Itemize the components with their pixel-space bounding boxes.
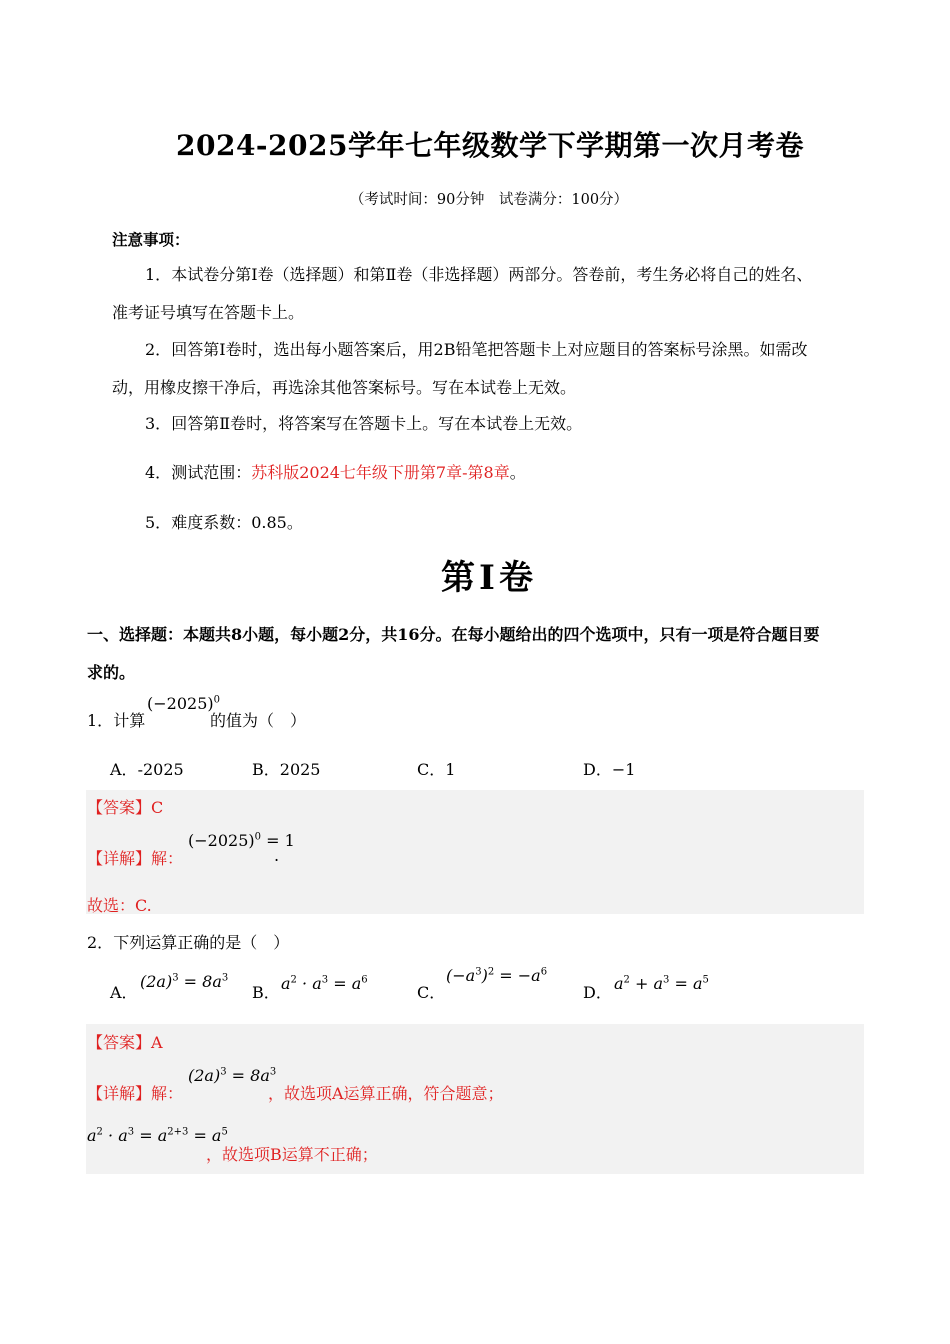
question-2-answer: 【答案】A	[87, 1033, 163, 1052]
question-1-stem: 1．计算	[87, 711, 146, 730]
question-1-option-a[interactable]: A．-2025	[110, 760, 184, 779]
question-2-stem: 2．下列运算正确的是（ ）	[87, 933, 290, 952]
question-1-stem-end: 的值为（ ）	[210, 711, 307, 730]
question-2-option-c[interactable]: C．	[417, 983, 446, 1002]
question-1-detail-period: .	[274, 846, 280, 865]
section-title: 第Ⅰ卷	[441, 558, 537, 598]
question-2-option-a[interactable]: A．	[110, 983, 138, 1002]
notice-item-1-cont: 准考证号填写在答题卡上。	[112, 303, 305, 322]
question-2-detail-expression-2: $a^2 \cdot a^3 = a^{2+3} = a^5$	[87, 1126, 228, 1145]
question-2-option-c-expression: $(-a^3)^2 = -a^6$	[446, 966, 548, 985]
notice-item-3: 3．回答第Ⅱ卷时，将答案写在答题卡上。写在本试卷上无效。	[145, 414, 583, 433]
question-2-detail-text-2: ，故选项B运算不正确；	[206, 1145, 378, 1164]
part-one-heading-cont: 求的。	[87, 663, 136, 682]
notice-item-4: 4．测试范围：苏科版2024七年级下册第7章-第8章。	[145, 463, 526, 482]
question-1-option-b[interactable]: B．2025	[252, 760, 321, 779]
part-one-heading: 一、选择题：本题共8小题，每小题2分，共16分。在每小题给出的四个选项中，只有一项是符合题目要	[87, 625, 820, 644]
question-1-answer: 【答案】C	[87, 798, 164, 817]
exam-info: （考试时间：90分钟 试卷满分：100分）	[349, 192, 629, 208]
notice-heading: 注意事项：	[112, 230, 190, 249]
question-1-detail-expression: $(-2025)^0 = 1$	[188, 831, 295, 850]
question-1-detail-label: 【详解】解：	[87, 849, 184, 868]
question-2-detail-expression-1: $(2a)^3 = 8a^3$	[188, 1066, 277, 1085]
question-1-option-c[interactable]: C．1	[417, 760, 456, 779]
question-2-option-a-expression: $(2a)^3 = 8a^3$	[140, 972, 229, 991]
question-1-conclusion: 故选：C.	[87, 896, 152, 915]
question-2-detail-label: 【详解】解：	[87, 1084, 184, 1103]
notice-item-2: 2．回答第Ⅰ卷时，选出每小题答案后，用2B铅笔把答题卡上对应题目的答案标号涂黑。如需改	[145, 340, 808, 359]
question-2-option-d-expression: $a^2 + a^3 = a^5$	[614, 974, 709, 993]
question-1-option-d[interactable]: D．−1	[583, 760, 636, 779]
notice-item-5: 5．难度系数：0.85。	[145, 513, 303, 532]
question-1-expression: $(-2025)^0$	[147, 694, 220, 713]
question-1-answer-box	[86, 790, 864, 914]
page-title: 2024-2025学年七年级数学下学期第一次月考卷	[176, 129, 804, 162]
question-2-option-b-expression: $a^2 \cdot a^3 = a^6$	[281, 974, 368, 993]
question-2-option-d[interactable]: D．	[583, 983, 612, 1002]
notice-item-2-cont: 动，用橡皮擦干净后，再选涂其他答案标号。写在本试卷上无效。	[112, 378, 577, 397]
question-2-option-b[interactable]: B．	[252, 983, 280, 1002]
notice-item-1: 1．本试卷分第Ⅰ卷（选择题）和第Ⅱ卷（非选择题）两部分。答卷前，考生务必将自己的姓名、	[145, 265, 813, 284]
question-2-detail-text-1: ，故选项A运算正确，符合题意；	[268, 1084, 504, 1103]
test-scope: 苏科版2024七年级下册第7章-第8章	[251, 463, 510, 482]
